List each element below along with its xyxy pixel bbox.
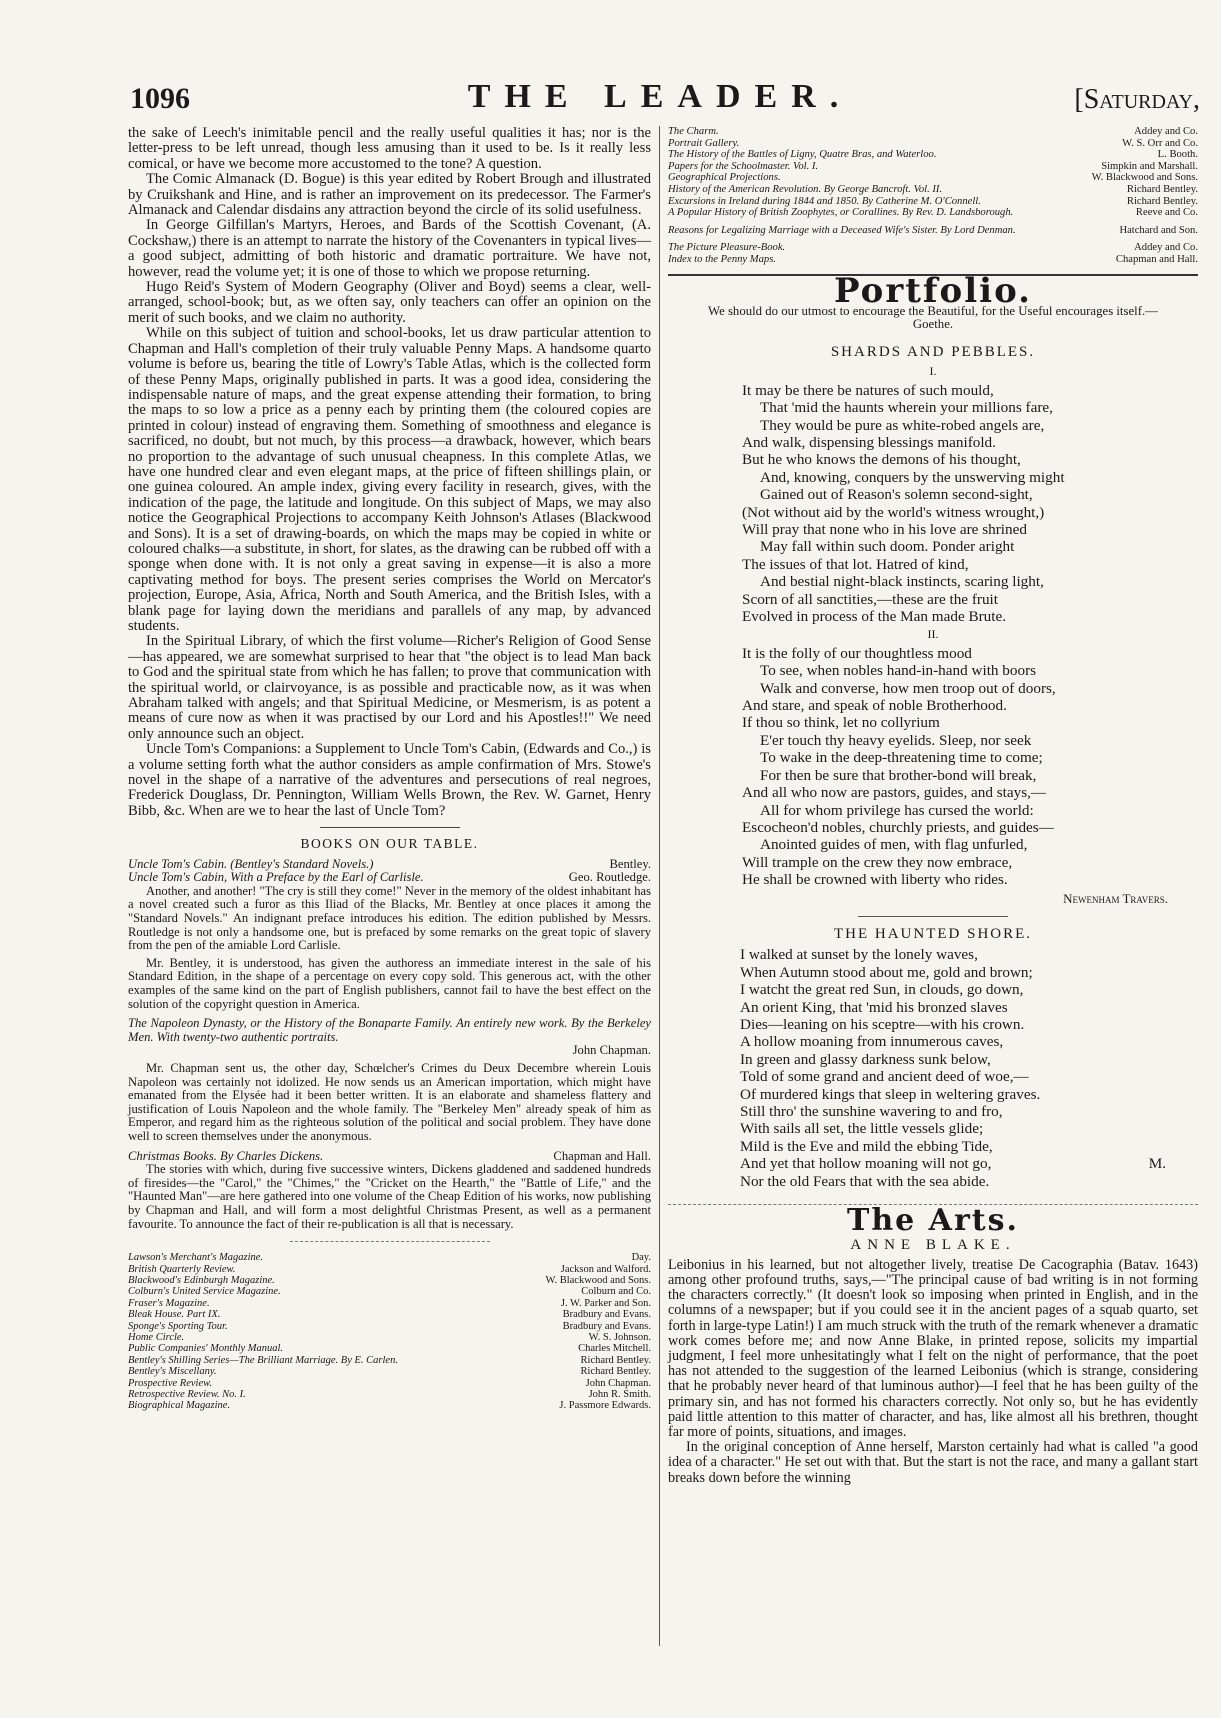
- list-title: Portrait Gallery.: [668, 137, 740, 149]
- list-item: [668, 126, 1198, 138]
- list-item: [668, 138, 1198, 150]
- poem-line: They would be pure as white-robed angels are,: [760, 416, 1045, 434]
- poem-line: All for whom privilege has cursed the world:: [760, 801, 1034, 819]
- poem-line: Mild is the Eve and mild the ebbing Tide,: [740, 1137, 993, 1155]
- article-title: ANNE BLAKE.: [850, 1237, 1016, 1254]
- list-item: [128, 1389, 651, 1400]
- list-item: [128, 1286, 651, 1297]
- list-item: [668, 172, 1198, 184]
- poem-line: Still thro' the sunshine wavering to and fro,: [740, 1103, 1003, 1120]
- arts-heading: The Arts.: [847, 1203, 1019, 1239]
- poem-title: THE HAUNTED SHORE.: [833, 925, 1033, 942]
- list-item: [668, 196, 1198, 208]
- poem: [740, 946, 1198, 1190]
- review-paragraph: Another, and another! "The cry is still they come!" Never in the memory of the oldest inhabitant has a novel created such a furor as this Iliad of the Blacks, Mr. Bentley at once places it among the "Standard Novels." An indignant preface introduces his edition. The edition published by Messrs. Routledge is not only a handsome one, but is prefaced by some remarks on the great topic of slavery from the pen of the amiable Lord Carlisle.: [128, 883, 651, 953]
- list-publisher: Addey and Co.: [1134, 242, 1198, 254]
- list-publisher: Chapman and Hall.: [1115, 253, 1198, 265]
- page-header: [120, 78, 1200, 118]
- poem-line: Will trample on the crew they now embrace,: [742, 853, 1013, 871]
- poem-line: A hollow moaning from innumerous caves,: [740, 1033, 1004, 1051]
- paragraph: Hugo Reid's System of Modern Geography (Oliver and Boyd) seems a clear, well-arranged, school-book; but, as we often say, only teachers can offer an opinion on the merit of such books, and we claim no authority.: [128, 279, 651, 326]
- list-title: Public Companies' Monthly Manual.: [128, 1343, 284, 1355]
- poem: [742, 382, 1198, 626]
- list-item: [668, 161, 1198, 173]
- poem-line: To wake in the deep-threatening time to come;: [760, 749, 1043, 767]
- book-publisher: Bentley.: [609, 856, 651, 871]
- list-publisher: Day.: [631, 1252, 651, 1264]
- section-rule: [290, 1241, 490, 1242]
- poem-line: When Autumn stood about me, gold and brown;: [740, 963, 1033, 981]
- list-title: Geographical Projections.: [668, 172, 781, 184]
- list-title: Bleak House. Part IX.: [128, 1309, 221, 1321]
- poem-line: And stare, and speak of noble Brotherhood.: [742, 697, 1007, 715]
- list-title: Fraser's Magazine.: [128, 1297, 210, 1309]
- poem-line: E'er touch thy heavy eyelids. Sleep, nor seek: [760, 731, 1032, 749]
- poem-line: May fall within such doom. Ponder aright: [760, 538, 1015, 556]
- poem-line: It may be there be natures of such mould,: [742, 381, 994, 399]
- poem-line: I walked at sunset by the lonely waves,: [740, 946, 978, 964]
- page-number: 1096: [130, 82, 190, 115]
- section-rule: [858, 916, 1008, 917]
- paragraph: Uncle Tom's Companions: a Supplement to Uncle Tom's Cabin, (Edwards and Co.,) is a volume setting forth what the author considers as ample confirmation of Mrs. Stowe's novel in the shape of a narrative of the adventures and persecutions of real negroes, Frederick Douglass, Dr. Pennington, William Wells Brown, the Rev. W. Garnet, Henry Bibb, &c. When are we to hear the last of Uncle Tom?: [128, 741, 651, 819]
- list-item: [668, 184, 1198, 196]
- list-publisher: John Chapman.: [585, 1377, 651, 1389]
- list-publisher: Richard Bentley.: [1126, 195, 1198, 207]
- poem: [742, 645, 1198, 889]
- list-publisher: Hatchard and Son.: [1119, 224, 1198, 236]
- poem-line: Dies—leaning on his sceptre—with his crown.: [740, 1015, 1025, 1033]
- list-item: [128, 1366, 651, 1377]
- poem-line: Anointed guides of men, with flag unfurled,: [760, 836, 1028, 854]
- list-item: [128, 1298, 651, 1309]
- poem-section-number: II.: [927, 627, 939, 642]
- list-publisher: J. W. Parker and Son.: [560, 1297, 651, 1309]
- paragraph: In the Spiritual Library, of which the first volume—Richer's Religion of Good Sense—has appeared, we are somewhat surprised to hear that "the object is to lead Man back to God and the spiritual state from which he has fallen; to prove that communication with the spiritual world, or clairvoyance, is as possible and practicable now, as it was when Abraham talked with angels; and that Spiritual Medicine, or Mesmerism, is as potent a means of cure now as when it was practised by our Lord and his Apostles!!" We need only announce such an object.: [128, 633, 651, 742]
- poem-line: Evolved in process of the Man made Brute.: [742, 608, 1007, 626]
- poem-line: Nor the old Fears that with the sea abide.: [740, 1172, 990, 1190]
- list-publisher: Reeve and Co.: [1135, 207, 1198, 219]
- list-publisher: Addey and Co.: [1134, 126, 1198, 137]
- books-heading: BOOKS ON OUR TABLE.: [300, 836, 479, 852]
- list-title: Papers for the Schoolmaster. Vol. I.: [668, 160, 819, 172]
- issue-day: [Saturday,: [1074, 84, 1200, 115]
- poem-line: Told of some grand and ancient deed of woe,—: [740, 1068, 1029, 1086]
- review-paragraph: Mr. Bentley, it is understood, has given the authoress an immediate interest in the sale of his Standard Edition, in the shape of a percentage on every copy sold. This generous act, with the other examples of the same kind on the part of English publishers, cannot fail to have the best effect on the solution of the copyright question in America.: [128, 955, 651, 1011]
- list-item: [128, 1275, 651, 1286]
- poem-line: To see, when nobles hand-in-hand with boors: [760, 662, 1037, 680]
- paragraph: While on this subject of tuition and school-books, let us draw particular attention to Chapman and Hall's completion of their truly valuable Penny Maps. A handsome quarto volume is before us, bearing the title of Lowry's Table Atlas, which is the collected form of these Penny Maps, originally published in parts. It was a good idea, considering the indispensable nature of maps, and the great expense attending their formation, to bring the maps to so low a price as a penny each by printing them (the coloured copies are printed in colour) instead of engraving them. Something of smoothness and elegance is sacrificed, no doubt, but not much, by this process—a drawback, however, which bears no proportion to the advantage of such unusual cheapness. In this complete Atlas, we have one hundred clear and even elegant maps, at the price of fifteen shillings plain, or one guinea coloured. An ample index, giving every facility in research, gives, with the indication of the page, the latitude and longitude. On this subject of Maps, we may also notice the Geographical Projections to accompany Keith Johnson's Atlases (Blackwood and Sons). It is a set of drawing-boards, on which the maps may be copied in white or coloured chalks—a substitute, in short, for slates, as the drawing can be rubbed off with a sponge when done with. It is not only a great saving in expense—it is also a more captivating method for boys. The present series comprises the World on Mercator's projection, Europe, Asia, Africa, North and South America, and the British Isles, with a blank page for laying down the meridians and parallels of any map, by advanced students.: [128, 325, 651, 634]
- list-item: [128, 1252, 651, 1263]
- list-publisher: Bradbury and Evans.: [562, 1320, 651, 1332]
- poem-line: Of murdered kings that sleep in weltering graves.: [740, 1085, 1041, 1103]
- section-rule: [320, 827, 460, 828]
- list-publisher: L. Booth.: [1157, 149, 1198, 161]
- poem-line: But he who knows the demons of his thought,: [742, 451, 1021, 469]
- list-title: Sponge's Sporting Tour.: [128, 1320, 228, 1332]
- book-title: The Napoleon Dynasty, or the History of the Bonaparte Family. An entirely new work. By the Berkeley Men. With twenty-two authentic portraits.: [128, 1016, 651, 1044]
- poem-line: And yet that hollow moaning will not go,: [740, 1155, 992, 1173]
- list-publisher: W. S. Johnson.: [588, 1331, 651, 1343]
- poem-line: And bestial night-black instincts, scaring light,: [760, 573, 1044, 591]
- review-paragraph: Mr. Chapman sent us, the other day, Schœlcher's Crimes du Deux Decembre wherein Louis Napoleon was certainly not idolized. He now sends us an American importation, which might have emanated from the Elysée had it been better written. It is an elaborate and shameless flattery and justification of Louis Napoleon and the whole family. The "Berkeley Men" already speak of him as Emperor, and regard him as the righteous solution of the political and social problem. They have done well to screen themselves under the anonymous.: [128, 1061, 651, 1143]
- list-publisher: Simpkin and Marshall.: [1101, 160, 1198, 172]
- list-publisher: Richard Bentley.: [580, 1366, 651, 1378]
- paragraph: In George Gilfillan's Martyrs, Heroes, and Bards of the Scottish Covenant, (A. Cockshaw,) there is an attempt to narrate the history of the Covenanters in typical lives—a good subject, admitting of both historic and dramatic portraiture. We have not, however, read the volume yet; it is one of those to which we propose returning.: [128, 217, 651, 280]
- paragraph: The Comic Almanack (D. Bogue) is this year edited by Robert Brough and illustrated by Cruikshank and Hine, and is rather an improvement on its predecessor. The Farmer's Almanack and Calendar disdains any attraction beyond the circle of its solid usefulness.: [128, 171, 651, 219]
- list-title: Index to the Penny Maps.: [668, 253, 776, 265]
- list-publisher: W. Blackwood and Sons.: [545, 1274, 651, 1286]
- poem-line: With sails all set, the little vessels glide;: [740, 1120, 984, 1138]
- poem-line: An orient King, that 'mid his bronzed slaves: [740, 998, 1008, 1016]
- list-item: [128, 1332, 651, 1343]
- list-title: Home Circle.: [128, 1331, 185, 1343]
- list-publisher: Richard Bentley.: [580, 1354, 651, 1366]
- list-title: Blackwood's Edinburgh Magazine.: [128, 1274, 275, 1286]
- list-title: Biographical Magazine.: [128, 1400, 231, 1412]
- list-publisher: Charles Mitchell.: [578, 1343, 651, 1355]
- poem-line: Walk and converse, how men troop out of doors,: [760, 679, 1056, 697]
- poem-line: I watcht the great red Sun, in clouds, go down,: [740, 981, 1024, 999]
- list-publisher: W. Blackwood and Sons.: [1091, 172, 1198, 184]
- list-item: [668, 207, 1198, 219]
- left-column: [128, 126, 651, 1412]
- list-item: [128, 1400, 651, 1411]
- motto: We should do our utmost to encourage the Beautiful, for the Useful encourages itself.—Goethe.: [708, 303, 1158, 331]
- list-title: Excursions in Ireland during 1844 and 1850. By Catherine M. O'Connell.: [668, 195, 981, 207]
- list-title: The History of the Battles of Ligny, Quatre Bras, and Waterloo.: [668, 149, 937, 161]
- list-title: Prospective Review.: [128, 1377, 212, 1389]
- right-column: [668, 126, 1198, 1486]
- list-publisher: Jackson and Walford.: [560, 1263, 651, 1275]
- poem-line: Escocheon'd nobles, churchly priests, and guides—: [742, 818, 1054, 836]
- list-item: [128, 1264, 651, 1275]
- poem-line: If thou so think, let no collyrium: [742, 714, 940, 732]
- list-title: Lawson's Merchant's Magazine.: [128, 1252, 264, 1264]
- poem-line: And walk, dispensing blessings manifold.: [742, 433, 996, 451]
- list-title: History of the American Revolution. By George Bancroft. Vol. II.: [668, 183, 943, 195]
- poem-section-number: I.: [929, 364, 937, 379]
- book-publisher: Geo. Routledge.: [568, 870, 651, 885]
- list-item: [668, 242, 1198, 254]
- poem-line: Will pray that none who in his love are shrined: [742, 521, 1027, 538]
- book-publisher: John Chapman.: [572, 1043, 651, 1058]
- poem-line: He shall be crowned with liberty who rides.: [742, 871, 1008, 889]
- book-title: Uncle Tom's Cabin, With a Preface by the Earl of Carlisle.: [128, 870, 424, 885]
- column-divider: [659, 126, 660, 1646]
- list-item: [668, 254, 1198, 266]
- poem-line: The issues of that lot. Hatred of kind,: [742, 555, 969, 573]
- poem-line: Gained out of Reason's solemn second-sight,: [760, 486, 1033, 504]
- received-list: [128, 1252, 651, 1412]
- received-list: [668, 126, 1198, 266]
- list-item: [128, 1378, 651, 1389]
- newspaper-title: THE LEADER.: [467, 78, 853, 115]
- list-publisher: Colburn and Co.: [581, 1286, 651, 1298]
- book-publisher: Chapman and Hall.: [553, 1148, 651, 1163]
- list-title: A Popular History of British Zoophytes, or Corallines. By Rev. D. Landsborough.: [668, 207, 1014, 219]
- paragraph: the sake of Leech's inimitable pencil and the really useful qualities it has; nor is the letter-press to be left unread, though less amusing than it used to be. Is it really less comical, or have we become more accustomed to the tone? A question.: [128, 125, 651, 172]
- article-paragraph: In the original conception of Anne herself, Marston certainly had what is called "a good idea of a character." He set out with that. But the start is not the race, and many a gallant start breaks down before the winning: [668, 1439, 1198, 1486]
- list-item: [128, 1309, 651, 1320]
- poem-signature: M.: [1148, 1155, 1166, 1173]
- list-title: The Picture Pleasure-Book.: [668, 242, 786, 254]
- list-publisher: John R. Smith.: [588, 1389, 651, 1400]
- review-paragraph: The stories with which, during five successive winters, Dickens gladdened and saddened hundreds of firesides—the "Carol," the "Chimes," the "Cricket on the Hearth," the "Battle of Life," and the "Haunted Man"—are here gathered into one volume of the Cheap Edition of his works, now publishing by Chapman and Hall, and will form a most delightful Christmas Present, as well as a permanent favourite. To announce the fact of their re-publication is all that is necessary.: [128, 1162, 651, 1231]
- book-title: Uncle Tom's Cabin. (Bentley's Standard Novels.): [128, 856, 374, 871]
- list-title: Bentley's Miscellany.: [128, 1366, 217, 1378]
- list-item: [128, 1321, 651, 1332]
- list-title: British Quarterly Review.: [128, 1263, 236, 1275]
- list-publisher: Richard Bentley.: [1126, 183, 1198, 195]
- book-title: Christmas Books. By Charles Dickens.: [128, 1148, 324, 1163]
- poem-signature: Newenham Travers.: [1063, 890, 1168, 906]
- list-item: [668, 225, 1198, 237]
- poem-line: Scorn of all sanctities,—these are the fruit: [742, 590, 998, 608]
- poem-line: That 'mid the haunts wherein your millions fare,: [760, 399, 1053, 417]
- poem-line: In green and glassy darkness sunk below,: [740, 1050, 991, 1068]
- poem-title: SHARDS AND PEBBLES.: [830, 343, 1036, 360]
- poem-line: For then be sure that brother-bond will break,: [760, 766, 1037, 784]
- list-publisher: J. Passmore Edwards.: [559, 1400, 651, 1412]
- poem-line: And all who now are pastors, guides, and stays,—: [742, 784, 1047, 802]
- list-item: [128, 1355, 651, 1366]
- list-title: Reasons for Legalizing Marriage with a Deceased Wife's Sister. By Lord Denman.: [668, 224, 1016, 236]
- list-title: Colburn's United Service Magazine.: [128, 1286, 281, 1298]
- book-entry: [128, 871, 651, 885]
- portfolio-heading: Portfolio.: [833, 270, 1032, 311]
- list-title: The Charm.: [668, 126, 719, 137]
- list-title: Bentley's Shilling Series—The Brilliant Marriage. By E. Carlen.: [128, 1354, 398, 1366]
- list-item: [668, 149, 1198, 161]
- poem-line-row: [740, 1155, 1198, 1172]
- list-publisher: W. S. Orr and Co.: [1122, 137, 1198, 149]
- poem-line: And, knowing, conquers by the unswerving might: [760, 468, 1065, 486]
- article-paragraph: Leibonius in his learned, but not altogether lively, treatise De Cacographia (Batav. 1643) among other profound truths, says,—"The principal cause of bad writing is in not forming the characters correctly." (It doesn't look so imposing when printed in English, and in the columns of a newspaper; but if you could see it in the ancient pages of a squab quarto, set forth in large-type Latin!) I am much struck with the truth of the remark whenever a dramatic work comes before me; and now Anne Blake, in printed repose, solicits my impartial judgment, I feel more unhesitatingly what I felt on the night of performance, that the poet has not attended to the suggestion of the learned Leibonius (which is strange, considering that he probably never heard of that luminous author)—I feel that he has been guilty of the primary sin, and has not formed his characters correctly. Not only so, but he has evidently paid little attention to this matter of character, and has, like almost all his brethren, thought far more of points, situations, and images.: [668, 1256, 1198, 1441]
- book-entry: [128, 858, 651, 872]
- book-entry: [128, 1150, 651, 1164]
- poem-line: (Not without aid by the world's witness wrought,): [742, 503, 1045, 521]
- list-title: Retrospective Review. No. I.: [128, 1389, 246, 1400]
- list-item: [128, 1343, 651, 1354]
- list-publisher: Bradbury and Evans.: [562, 1309, 651, 1321]
- poem-line: It is the folly of our thoughtless mood: [742, 644, 972, 662]
